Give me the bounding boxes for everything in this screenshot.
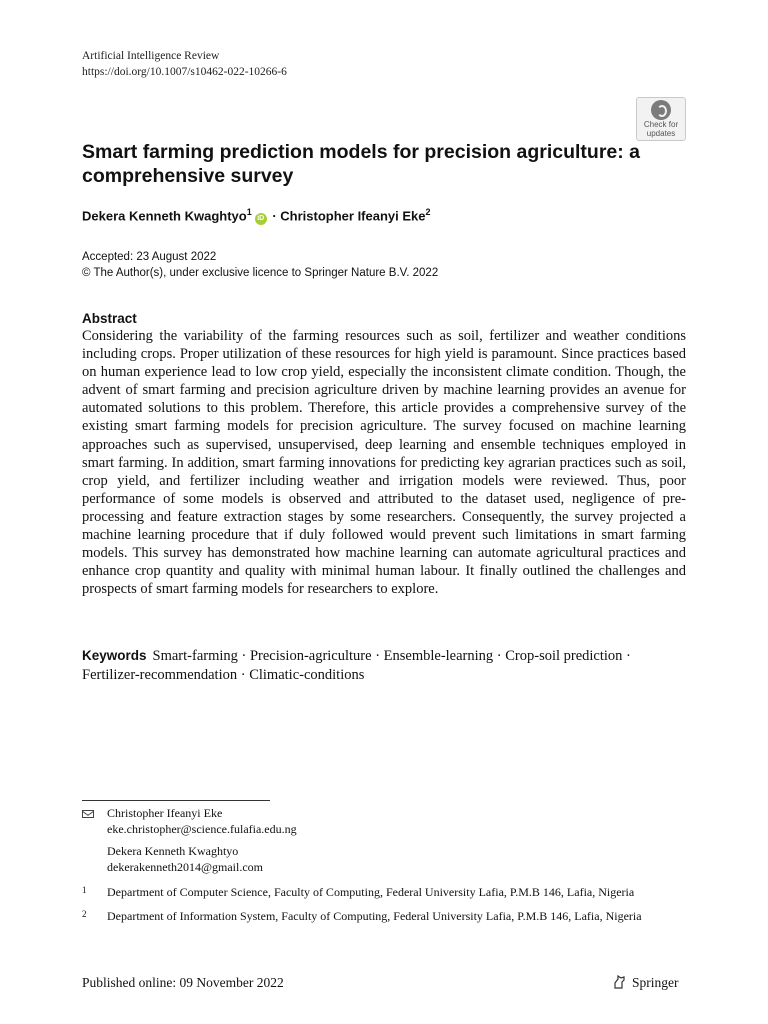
keywords-heading: Keywords — [82, 648, 147, 663]
affiliation-number: 1 — [82, 885, 87, 895]
affiliation-text: Department of Computer Science, Faculty of Computing, Federal University Lafia, P.M.B 146, Lafia, Nigeria — [107, 885, 635, 899]
journal-name: Artificial Intelligence Review — [82, 50, 220, 62]
affiliation-marker: 2 — [425, 207, 431, 217]
contact-entry — [82, 844, 297, 875]
check-for-updates-badge[interactable] — [636, 97, 686, 141]
orcid-icon[interactable]: iD — [255, 213, 267, 225]
affiliation-number: 2 — [82, 908, 87, 919]
keywords-list: Smart-farming · Precision-agriculture · Ensemble-learning · Crop-soil prediction · Fertilizer-recommendation · Climatic-conditions — [82, 648, 631, 683]
contact-email[interactable]: dekerakenneth2014@gmail.com — [107, 859, 263, 874]
springer-horse-icon — [612, 974, 628, 990]
affiliation-marker: 1 — [246, 207, 252, 217]
author-list — [82, 207, 431, 225]
doi-link[interactable]: https://doi.org/10.1007/s10462-022-10266-6 — [82, 66, 287, 78]
accepted-date: Accepted: 23 August 2022 — [82, 251, 217, 263]
affiliation-text: Department of Information System, Faculty of Computing, Federal University Lafia, P.M.B 146, Lafia, Nigeria — [107, 908, 642, 923]
published-date: Published online: 09 November 2022 — [82, 975, 284, 990]
affiliation-item — [82, 885, 686, 901]
affiliations — [82, 885, 686, 932]
abstract-heading: Abstract — [82, 311, 137, 326]
keywords — [82, 646, 686, 685]
contact-name: Dekera Kenneth Kwaghtyo — [107, 844, 239, 858]
copyright-line: © The Author(s), under exclusive licence to Springer Nature B.V. 2022 — [82, 267, 439, 279]
contact-email[interactable]: eke.christopher@science.fulafia.edu.ng — [107, 821, 297, 836]
contact-block — [82, 806, 297, 875]
contact-name: Christopher Ifeanyi Eke — [107, 806, 223, 820]
paper-title: Smart farming prediction models for precision agriculture: a comprehensive survey — [82, 141, 641, 187]
footnote-divider — [82, 800, 270, 801]
publisher-logo — [612, 974, 679, 991]
author-separator: · — [268, 208, 281, 224]
badge-label: Check for updates — [643, 120, 679, 138]
affiliation-item — [82, 909, 686, 925]
publisher-name: Springer — [632, 975, 679, 990]
check-updates-icon — [651, 100, 671, 120]
abstract-text: Considering the variability of the farming resources such as soil, fertilizer and weather conditions including crops. Proper utilization of these resources for high yield is paramount. Since practices based on human experience lead to low crop yield, especially the inconsistent climate condition. Though, the advent of smart farming and precision agriculture driven by machine learning provides an avenue for automated solutions to this problem. Therefore, this article provides a comprehensive survey of the existing smart farming models for precision agriculture. The survey focused on machine learning approaches such as supervised, unsupervised, deep learning and ensemble techniques employed in smart farming. In addition, smart farming innovations for predicting key agrarian practices such as soil, crop yield, and fertilizer including weather and irrigation models were reviewed. Thus, poor performance of some models is observed and attributed to the dataset used, negligence of pre-processing and feature extraction stages by some researchers. Consequently, the survey projected a machine learning procedure that if duly followed would prevent such limitations in smart farming models. This survey has demonstrated how machine learning can automate agricultural practices and enhance crop quantity and quality with minimal human labour. It finally outlined the challenges and prospects of smart farming models for researchers to explore. — [82, 328, 686, 598]
corresponding-author — [82, 806, 297, 837]
author-name: Christopher Ifeanyi Eke — [280, 208, 426, 224]
article-dates — [82, 249, 438, 281]
author-name: Dekera Kenneth Kwaghtyo — [82, 208, 247, 224]
running-header — [82, 48, 287, 80]
envelope-icon — [82, 810, 94, 818]
